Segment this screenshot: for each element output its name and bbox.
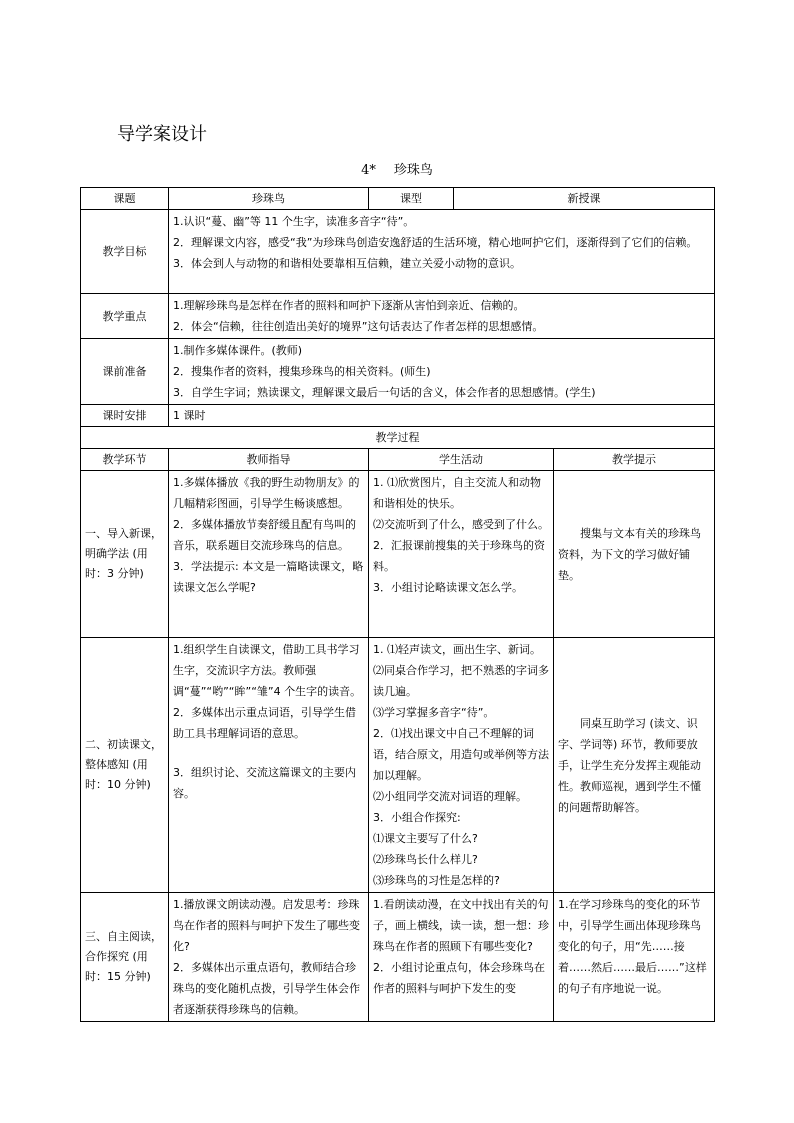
type-label: 课型 xyxy=(369,188,454,210)
time-label: 课时安排 xyxy=(81,405,169,427)
header-stage: 教学环节 xyxy=(81,449,169,471)
goal-item: 2．理解课文内容，感受“我”为珍珠鸟创造安逸舒适的生活环境，精心地呵护它们，逐渐得到了它们的信赖。 xyxy=(173,236,698,249)
process-header-row xyxy=(81,449,715,471)
teacher-item: 1.播放课文朗读动漫。启发思考：珍珠鸟在作者的照料与呵护下发生了哪些变化? xyxy=(173,898,360,953)
student-item: ⑵交流听到了什么，感受到了什么。 xyxy=(373,518,549,531)
student-item: ⑵同桌合作学习，把不熟悉的字词多读几遍。 xyxy=(373,664,549,698)
goals-content xyxy=(169,210,715,294)
document-title: 导学案设计 xyxy=(117,124,207,145)
goals-label: 教学目标 xyxy=(81,210,169,294)
teacher-item: 2．多媒体播放节奏舒缓且配有鸟叫的音乐，联系题目交流珍珠鸟的信息。 xyxy=(173,518,356,552)
goals-row xyxy=(81,210,715,294)
topic-label: 课题 xyxy=(81,188,169,210)
student-item: 2．小组讨论重点句，体会珍珠鸟在作者的照料与呵护下发生的变 xyxy=(373,961,545,995)
header-teacher: 教师指导 xyxy=(169,449,369,471)
student-item: 1. ⑴欣赏图片，自主交流人和动物和谐相处的快乐。 xyxy=(373,476,541,510)
stage-row xyxy=(81,638,715,893)
teacher-guidance xyxy=(169,638,369,893)
prep-item: 2．搜集作者的资料，搜集珍珠鸟的相关资料。(师生) xyxy=(173,365,431,378)
header-tip: 教学提示 xyxy=(554,449,715,471)
lesson-name: 珍珠鸟 xyxy=(393,163,433,178)
student-item: 1. ⑴轻声读文，画出生字、新词。 xyxy=(373,643,541,656)
process-title: 教学过程 xyxy=(81,427,715,449)
lesson-plan-table xyxy=(80,187,715,1022)
key-label: 教学重点 xyxy=(81,294,169,339)
student-item: 2．⑴找出课文中自己不理解的词语，结合原文，用造句或举例等方法加以理解。 xyxy=(373,727,549,782)
stage-name: 一、导入新课，明确学法 (用时：3 分钟) xyxy=(81,471,169,638)
student-item: ⑵小组同学交流对词语的理解。 xyxy=(373,790,527,803)
process-title-row xyxy=(81,427,715,449)
teaching-tip: 同桌互助学习 (读文、识字、学词等) 环节，教师要放手，让学生充分发挥主观能动性。教师巡视，遇到学生不懂的问题帮助解答。 xyxy=(554,638,715,893)
teacher-item: 2．多媒体出示重点词语，引导学生借助工具书理解词语的意思。 xyxy=(173,706,356,740)
prep-content xyxy=(169,339,715,405)
teacher-item: 2．多媒体出示重点语句，教师结合珍珠鸟的变化随机点拨，引导学生体会作者逐渐获得珍珠鸟的信赖。 xyxy=(173,961,360,1016)
prep-row xyxy=(81,339,715,405)
key-item: 2．体会“信赖，往往创造出美好的境界”这句话表达了作者怎样的思想感情。 xyxy=(173,320,544,333)
teacher-item: 3．学法提示: 本文是一篇略读课文，略读课文怎么学呢? xyxy=(173,560,364,594)
teacher-item: 1.多媒体播放《我的野生动物朋友》的几幅精彩图画，引导学生畅谈感想。 xyxy=(173,476,360,510)
time-row xyxy=(81,405,715,427)
header-student: 学生活动 xyxy=(369,449,554,471)
teaching-tip: 1.在学习珍珠鸟的变化的环节中，引导学生画出体现珍珠鸟变化的句子，用“先……接着……然后……最后……”这样的句子有序地说一说。 xyxy=(554,893,715,1022)
student-activity xyxy=(369,638,554,893)
student-item: ⑶珍珠鸟的习性是怎样的? xyxy=(373,874,500,887)
topic-value: 珍珠鸟 xyxy=(169,188,369,210)
student-item: 3．小组合作探究: xyxy=(373,811,461,824)
student-item: ⑴课文主要写了什么? xyxy=(373,832,478,845)
topic-row xyxy=(81,188,715,210)
time-value: 1 课时 xyxy=(169,405,715,427)
stage-row xyxy=(81,471,715,638)
student-activity xyxy=(369,893,554,1022)
stage-row xyxy=(81,893,715,1022)
lesson-title xyxy=(0,162,794,180)
teacher-guidance xyxy=(169,893,369,1022)
key-row xyxy=(81,294,715,339)
student-item: 3．小组讨论略读课文怎么学。 xyxy=(373,581,523,594)
prep-item: 1.制作多媒体课件。(教师) xyxy=(173,344,303,357)
teaching-tip: 搜集与文本有关的珍珠鸟资料，为下文的学习做好铺垫。 xyxy=(554,471,715,638)
teacher-item: 1.组织学生自读课文，借助工具书学习生字，交流识字方法。教师强调“蔓”“哟”“眸”“雏”4 个生字的读音。 xyxy=(173,643,362,698)
goal-item: 1.认识“蔓、幽”等 11 个生字，读准多音字“待”。 xyxy=(173,215,415,228)
student-item: 2．汇报课前搜集的关于珍珠鸟的资料。 xyxy=(373,539,545,573)
teacher-item: 3．组织讨论、交流这篇课文的主要内容。 xyxy=(173,766,356,800)
student-item: 1.看朗读动漫，在文中找出有关的句子，画上横线，读一读，想一想：珍珠鸟在作者的照顾下有哪些变化? xyxy=(373,898,549,953)
teacher-guidance xyxy=(169,471,369,638)
key-item: 1.理解珍珠鸟是怎样在作者的照料和呵护下逐渐从害怕到亲近、信赖的。 xyxy=(173,299,525,312)
student-item: ⑵珍珠鸟长什么样儿? xyxy=(373,853,478,866)
stage-name: 三、自主阅读，合作探究 (用时：15 分钟) xyxy=(81,893,169,1022)
student-item: ⑶学习掌握多音字“待”。 xyxy=(373,706,495,719)
prep-label: 课前准备 xyxy=(81,339,169,405)
student-activity xyxy=(369,471,554,638)
type-value: 新授课 xyxy=(454,188,715,210)
stage-name: 二、初读课文，整体感知 (用时：10 分钟) xyxy=(81,638,169,893)
key-content xyxy=(169,294,715,339)
prep-item: 3．自学生字词；熟读课文，理解课文最后一句话的含义，体会作者的思想感情。(学生) xyxy=(173,386,596,399)
lesson-number: 4* xyxy=(361,163,376,178)
goal-item: 3．体会到人与动物的和谐相处要靠相互信赖，建立关爱小动物的意识。 xyxy=(173,257,521,270)
